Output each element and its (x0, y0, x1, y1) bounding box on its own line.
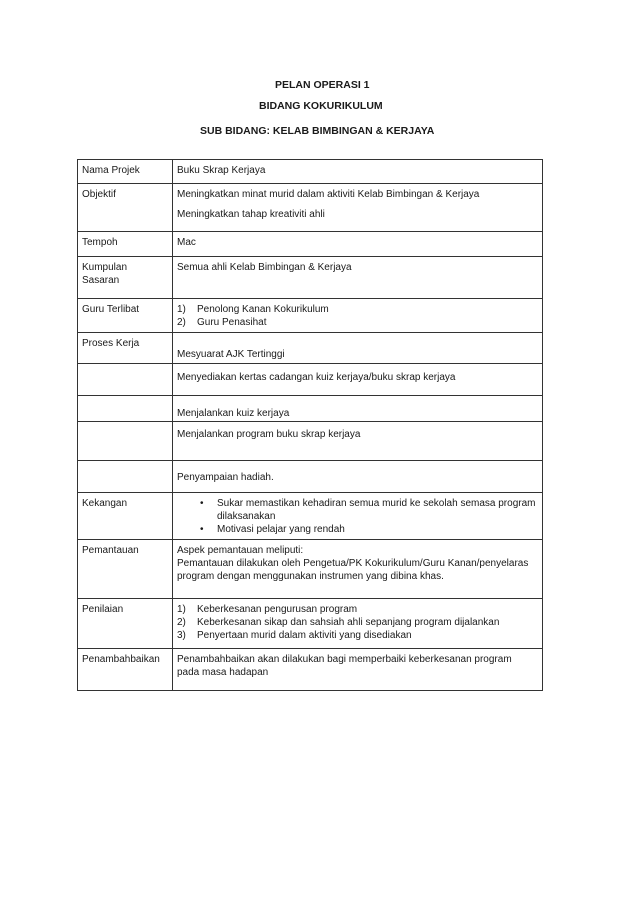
row-proses-kerja (78, 333, 543, 364)
list-item: 3) Penyertaan murid dalam aktiviti yang disediakan (177, 630, 412, 641)
row-penilaian (78, 599, 543, 649)
value-nama-projek: Buku Skrap Kerjaya (173, 160, 543, 184)
row-kumpulan-sasaran (78, 257, 543, 299)
proses-step-3: Menjalankan kuiz kerjaya (173, 396, 543, 422)
row-proses-step-2 (78, 364, 543, 396)
row-penambahbaikan (78, 649, 543, 691)
list-item: 1) Keberkesanan pengurusan program (177, 604, 358, 615)
bullet-icon: • (200, 524, 204, 535)
label-penilaian: Penilaian (78, 599, 173, 649)
objektif-line-1: Meningkatkan minat murid dalam aktiviti Kelab Bimbingan & Kerjaya (177, 189, 480, 200)
list-item: 2) Guru Penasihat (177, 317, 267, 328)
label-penambahbaikan: Penambahbaikan (78, 649, 173, 691)
value-objektif (173, 184, 543, 232)
label-guru-terlibat: Guru Terlibat (78, 299, 173, 333)
label-kekangan: Kekangan (78, 493, 173, 540)
proses-step-1: Mesyuarat AJK Tertinggi (173, 333, 543, 364)
value-pemantauan: Aspek pemantauan meliputi: Pemantauan dilakukan oleh Pengetua/PK Kokurikulum/Guru Kanan/penyelaras program dengan menggunakan instrumen yang dibina khas. (173, 540, 543, 599)
bullet-icon: • (200, 498, 204, 509)
label-nama-projek: Nama Projek (78, 160, 173, 184)
proses-step-4: Menjalankan program buku skrap kerjaya (173, 422, 543, 461)
value-penilaian (173, 599, 543, 649)
label-proses-kerja: Proses Kerja (78, 333, 173, 364)
list-item: • Motivasi pelajar yang rendah (200, 524, 345, 535)
row-objektif (78, 184, 543, 232)
row-guru-terlibat (78, 299, 543, 333)
row-pemantauan (78, 540, 543, 599)
label-pemantauan: Pemantauan (78, 540, 173, 599)
value-kekangan (173, 493, 543, 540)
row-nama-projek (78, 160, 543, 184)
objektif-line-2: Meningkatkan tahap kreativiti ahli (177, 209, 325, 220)
proses-step-5: Penyampaian hadiah. (173, 461, 543, 493)
row-proses-step-3 (78, 396, 543, 422)
row-tempoh (78, 232, 543, 257)
row-proses-step-4 (78, 422, 543, 461)
label-kumpulan-sasaran: Kumpulan Sasaran (78, 257, 173, 299)
value-tempoh: Mac (173, 232, 543, 257)
operation-plan-table (77, 159, 543, 691)
row-proses-step-5 (78, 461, 543, 493)
list-item: 2) Keberkesanan sikap dan sahsiah ahli sepanjang program dijalankan (177, 617, 500, 628)
list-item: • Sukar memastikan kehadiran semua murid ke sekolah semasa program dilaksanakan (200, 498, 536, 522)
proses-step-2: Menyediakan kertas cadangan kuiz kerjaya/buku skrap kerjaya (173, 364, 543, 396)
value-kumpulan-sasaran: Semua ahli Kelab Bimbingan & Kerjaya (173, 257, 543, 299)
label-objektif: Objektif (78, 184, 173, 232)
row-kekangan (78, 493, 543, 540)
list-item: 1) Penolong Kanan Kokurikulum (177, 304, 329, 315)
value-penambahbaikan: Penambahbaikan akan dilakukan bagi memperbaiki keberkesanan program pada masa hadapan (173, 649, 543, 691)
value-guru-terlibat (173, 299, 543, 333)
label-tempoh: Tempoh (78, 232, 173, 257)
